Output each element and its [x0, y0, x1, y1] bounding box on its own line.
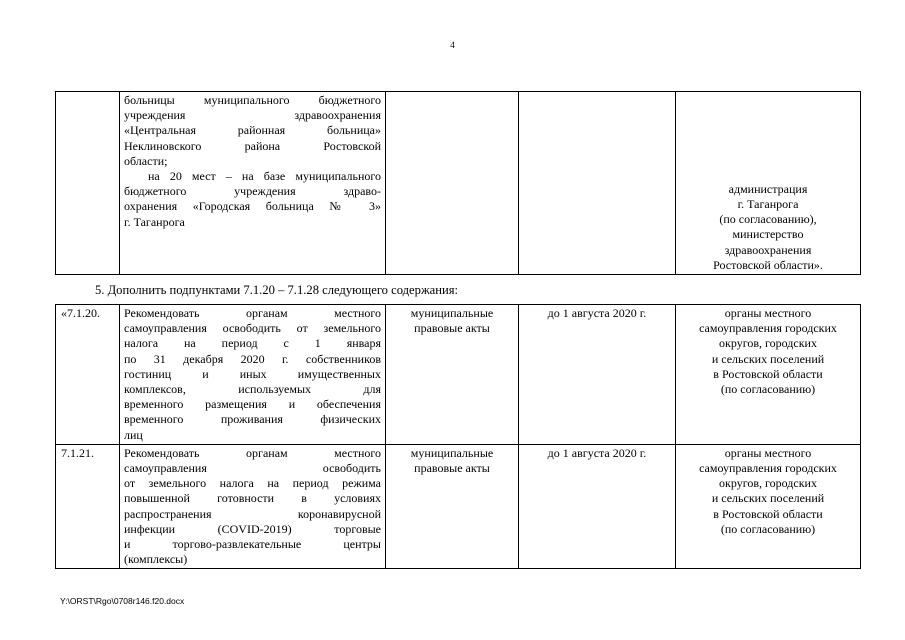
documents-cell	[386, 444, 519, 569]
text-line: Рекомендовать органам местного	[124, 306, 381, 320]
text-line: больницы муниципального бюджетного	[124, 93, 381, 107]
text-line: (по согласованию)	[720, 521, 816, 536]
measure-text-cell	[120, 92, 386, 275]
text-line: г. Таганрога	[124, 214, 185, 229]
text-line: и сельских поселений	[711, 351, 825, 366]
table-row	[56, 444, 861, 569]
text-line: муниципальные	[410, 306, 494, 320]
text-line: Неклиновского района Ростовской	[124, 138, 381, 153]
text-line: самоуправления городских	[699, 461, 837, 476]
text-line: и сельских поселений	[711, 491, 825, 506]
text-line: временного проживания физических	[124, 412, 381, 427]
text-line: правовые акты	[414, 321, 490, 336]
documents-cell	[386, 92, 519, 275]
text-line: органы местного	[724, 306, 812, 320]
text-line: (по согласованию)	[720, 382, 816, 397]
text-line: области;	[124, 153, 168, 168]
section-heading: 5. Дополнить подпунктами 7.1.20 – 7.1.28 следующего содержания:	[95, 283, 459, 297]
measures-table	[55, 304, 861, 569]
text-line: временного размещения и обеспечения	[124, 397, 381, 412]
text-line: здравоохранения	[724, 242, 812, 257]
text-line: округов, городских	[719, 336, 817, 351]
text-line: распространения коронавирусной	[124, 506, 381, 521]
text-line: инфекции (COVID-2019) торговые	[124, 521, 381, 536]
text-line: «Центральная районная больница»	[124, 123, 381, 138]
text-line: повышенной готовности в условиях	[124, 491, 381, 506]
text-line: и торгово-развлекательные центры	[124, 537, 381, 552]
text-line: г. Таганрога	[737, 196, 799, 211]
deadline-cell	[519, 92, 676, 275]
text-line: (комплексы)	[124, 552, 188, 567]
text-line: правовые акты	[414, 461, 490, 476]
deadline-cell: до 1 августа 2020 г.	[519, 305, 676, 445]
text-line: органы местного	[724, 445, 812, 460]
text-line: по 31 декабря 2020 г. собственников	[124, 351, 381, 366]
number-cell	[56, 92, 120, 275]
measures-table-continuation	[55, 91, 861, 275]
text-line: администрация	[728, 181, 808, 196]
documents-cell	[386, 305, 519, 445]
text-line: бюджетного учреждения здраво-	[124, 184, 381, 199]
page-number: 4	[450, 40, 455, 50]
text-line: Рекомендовать органам местного	[124, 445, 381, 460]
responsible-cell	[676, 92, 861, 275]
table-row	[56, 305, 861, 445]
responsible-cell	[676, 444, 861, 569]
text-line: учреждения здравоохранения	[124, 108, 381, 123]
text-line: лиц	[124, 427, 143, 442]
text-line: муниципальные	[410, 445, 494, 460]
text-line: самоуправления городских	[699, 321, 837, 336]
table-row	[56, 92, 861, 275]
text-line: от земельного налога на период режима	[124, 476, 381, 491]
text-line: налога на период с 1 января	[124, 336, 381, 351]
responsible-cell	[676, 305, 861, 445]
text-line: гостиниц и иных имущественных	[124, 366, 381, 381]
measure-text-cell	[120, 305, 386, 445]
text-line: на 20 мест – на базе муниципального	[148, 169, 381, 184]
text-line: министерство	[732, 227, 804, 242]
text-line: самоуправления освободить	[124, 461, 381, 476]
file-path-footer: Y:\ORST\Rgo\0708r146.f20.docx	[60, 596, 185, 606]
text-line: в Ростовской области	[713, 506, 823, 521]
item-number: «7.1.20.	[56, 305, 120, 445]
measure-text-cell	[120, 444, 386, 569]
text-line: комплексов, используемых для	[124, 382, 381, 397]
text-line: охранения «Городская больница № 3»	[124, 199, 381, 214]
text-line: в Ростовской области	[713, 366, 823, 381]
text-line: самоуправления освободить от земельного	[124, 321, 381, 336]
text-line: (по согласованию),	[719, 212, 817, 227]
text-line: округов, городских	[719, 476, 817, 491]
text-line: Ростовской области».	[713, 257, 823, 272]
item-number: 7.1.21.	[56, 444, 120, 569]
deadline-cell: до 1 августа 2020 г.	[519, 444, 676, 569]
